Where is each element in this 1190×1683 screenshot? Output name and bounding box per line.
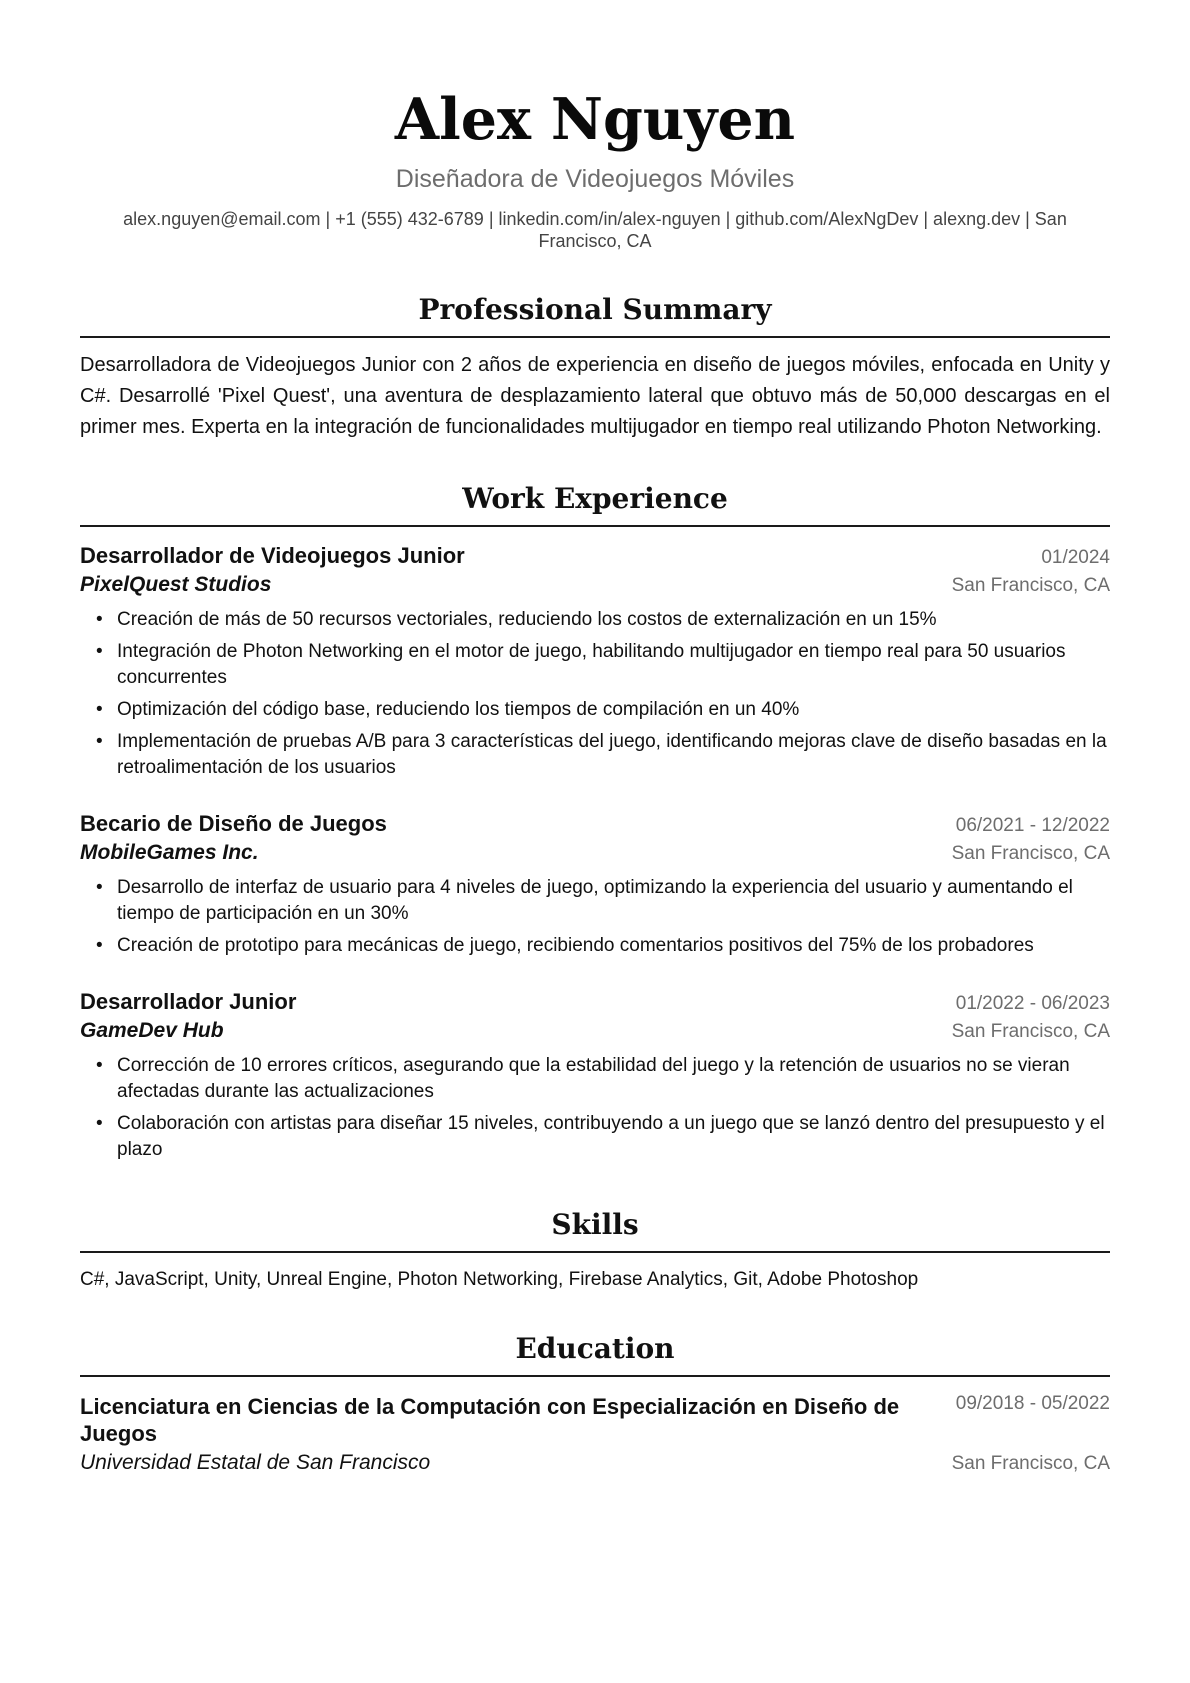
bullet-icon: • <box>96 641 103 662</box>
education-date: 09/2018 - 05/2022 <box>955 1393 1110 1414</box>
company-name: MobileGames Inc. <box>80 841 259 864</box>
candidate-headline: Diseñadora de Videojuegos Móviles <box>395 165 795 193</box>
section-divider <box>80 1375 1110 1377</box>
job-location: San Francisco, CA <box>951 843 1110 864</box>
bullet-item <box>80 607 1110 633</box>
job-title: Becario de Diseño de Juegos <box>80 811 387 836</box>
job-entry <box>80 989 1110 1163</box>
resume-header <box>80 0 1110 252</box>
bullet-icon: • <box>96 1113 103 1134</box>
summary-section <box>80 292 1110 443</box>
bullet-text: Implementación de pruebas A/B para 3 características del juego, identificando mejoras clave de diseño basadas en la retroalimentación de los usuarios <box>117 731 1107 778</box>
bullet-item <box>80 1111 1110 1163</box>
bullet-text: Colaboración con artistas para diseñar 15 niveles, contribuyendo a un juego que se lanzó dentro del presupuesto y el plazo <box>117 1113 1105 1160</box>
company-name: GameDev Hub <box>80 1019 224 1042</box>
job-date: 01/2024 <box>1041 547 1110 568</box>
skills-section <box>80 1207 1110 1291</box>
bullet-text: Creación de prototipo para mecánicas de juego, recibiendo comentarios positivos del 75% de los probadores <box>117 935 1034 956</box>
job-date: 06/2021 - 12/2022 <box>955 815 1110 836</box>
summary-text: Desarrolladora de Videojuegos Junior con 2 años de experiencia en diseño de juegos móviles, enfocada en Unity y C#. Desarrollé 'Pixel Quest', una aventura de desplazamiento lateral que obtuvo más de 50,000 descargas en el primer mes. Experta en la integración de funcionalidades multijugador en tiempo real utilizando Photon Networking. <box>80 354 1110 438</box>
job-entry <box>80 811 1110 959</box>
company-name: PixelQuest Studios <box>80 573 272 596</box>
bullet-item <box>80 697 1110 723</box>
bullet-item <box>80 933 1110 959</box>
contact-line: alex.nguyen@email.com | +1 (555) 432-6789 | linkedin.com/in/alex-nguyen | github.com/AlexNgDev | alexng.dev | San Francisco, CA <box>123 209 1067 251</box>
job-entry <box>80 543 1110 781</box>
bullet-icon: • <box>96 609 103 630</box>
bullet-icon: • <box>96 877 103 898</box>
skills-list: C#, JavaScript, Unity, Unreal Engine, Photon Networking, Firebase Analytics, Git, Adobe Photoshop <box>80 1269 919 1290</box>
bullet-text: Integración de Photon Networking en el motor de juego, habilitando multijugador en tiempo real para 50 usuarios concurrentes <box>117 641 1066 688</box>
job-bullets <box>80 1053 1110 1163</box>
job-location: San Francisco, CA <box>951 575 1110 596</box>
school-name: Universidad Estatal de San Francisco <box>80 1451 431 1474</box>
job-location: San Francisco, CA <box>951 1021 1110 1042</box>
degree-title: Licenciatura en Ciencias de la Computación con Especialización en Diseño de Juegos <box>80 1394 900 1446</box>
job-bullets <box>80 875 1110 959</box>
bullet-icon: • <box>96 935 103 956</box>
bullet-item <box>80 729 1110 781</box>
bullet-text: Creación de más de 50 recursos vectoriales, reduciendo los costos de externalización en un 15% <box>117 609 937 630</box>
education-location: San Francisco, CA <box>951 1453 1110 1474</box>
candidate-name: Alex Nguyen <box>394 86 796 153</box>
section-divider <box>80 525 1110 527</box>
bullet-text: Corrección de 10 errores críticos, asegurando que la estabilidad del juego y la retención de usuarios no se vieran afectadas durante las actualizaciones <box>117 1055 1070 1102</box>
bullet-icon: • <box>96 731 103 752</box>
bullet-icon: • <box>96 699 103 720</box>
education-heading: Education <box>515 1332 675 1365</box>
bullet-icon: • <box>96 1055 103 1076</box>
skills-heading: Skills <box>551 1208 639 1241</box>
job-title: Desarrollador de Videojuegos Junior <box>80 543 465 568</box>
summary-heading: Professional Summary <box>418 293 772 326</box>
bullet-item <box>80 1053 1110 1105</box>
job-title: Desarrollador Junior <box>80 989 297 1014</box>
section-divider <box>80 1251 1110 1253</box>
bullet-item <box>80 875 1110 927</box>
education-section <box>80 1331 1110 1475</box>
bullet-item <box>80 639 1110 691</box>
experience-section <box>80 481 1110 1163</box>
section-divider <box>80 336 1110 338</box>
experience-heading: Work Experience <box>462 482 728 515</box>
job-date: 01/2022 - 06/2023 <box>955 993 1110 1014</box>
job-bullets <box>80 607 1110 781</box>
bullet-text: Optimización del código base, reduciendo los tiempos de compilación en un 40% <box>117 699 800 720</box>
bullet-text: Desarrollo de interfaz de usuario para 4 niveles de juego, optimizando la experiencia del usuario y aumentando el tiempo de participación en un 30% <box>117 877 1073 924</box>
